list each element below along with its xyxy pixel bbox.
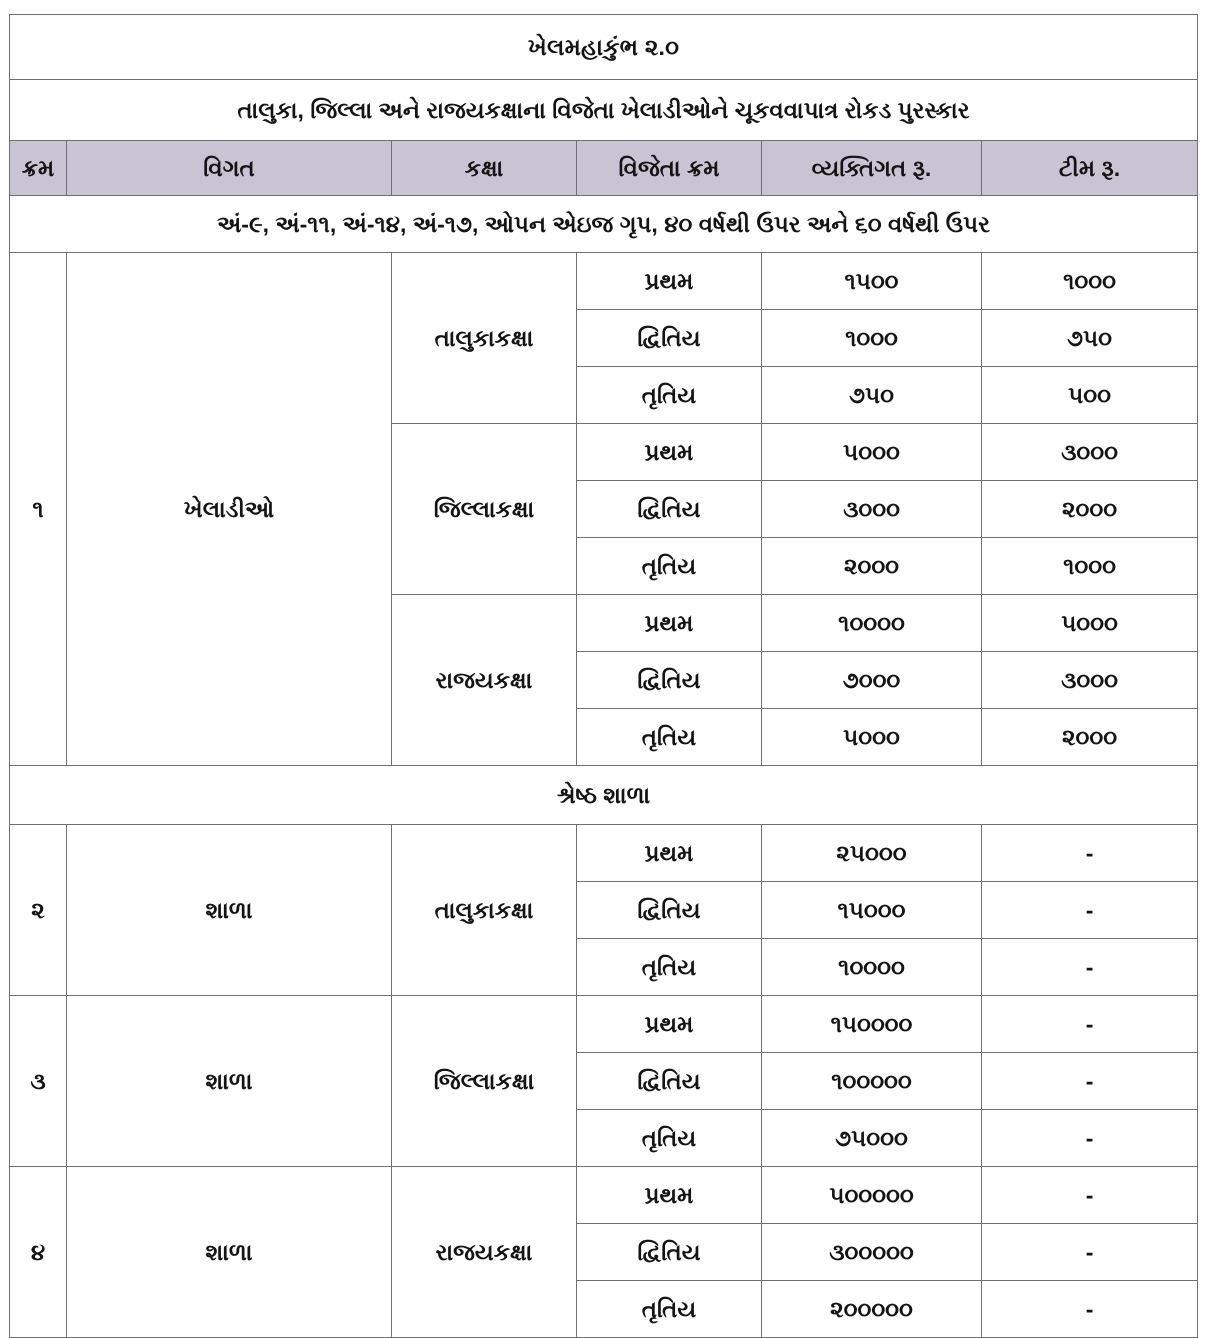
amount-individual: ૩૦૦૦૦૦ — [762, 1224, 982, 1281]
column-header-kaksha: કક્ષા — [392, 141, 577, 196]
amount-individual: ૫૦૦૦ — [762, 709, 982, 766]
table-row — [10, 1167, 1198, 1224]
amount-team: - — [982, 1224, 1198, 1281]
amount-individual: ૭૫૦ — [762, 367, 982, 424]
row-serial-players: ૧ — [10, 253, 67, 766]
amount-individual: ૫૦૦૦૦૦ — [762, 1167, 982, 1224]
amount-team: - — [982, 882, 1198, 939]
rank-label: પ્રથમ — [577, 424, 762, 481]
rank-label: પ્રથમ — [577, 595, 762, 652]
row-serial-school-district: ૩ — [10, 996, 67, 1167]
rank-label: દ્વિતિય — [577, 1053, 762, 1110]
rank-label: દ્વિતિય — [577, 481, 762, 538]
amount-team: ૧૦૦૦ — [982, 538, 1198, 595]
amount-team: ૫૦૦૦ — [982, 595, 1198, 652]
level-state-school: રાજયકક્ષા — [392, 1167, 577, 1338]
row-label-school-district: શાળા — [67, 996, 392, 1167]
amount-team: - — [982, 1053, 1198, 1110]
amount-team: ૧૦૦૦ — [982, 253, 1198, 310]
amount-individual: ૧૦૦૦૦ — [762, 939, 982, 996]
amount-team: ૩૦૦૦ — [982, 424, 1198, 481]
amount-individual: ૩૦૦૦ — [762, 481, 982, 538]
amount-individual: ૧૦૦૦ — [762, 310, 982, 367]
amount-team: ૨૦૦૦ — [982, 709, 1198, 766]
rank-label: તૃતિય — [577, 1110, 762, 1167]
level-taluka-school: તાલુકાકક્ષા — [392, 825, 577, 996]
column-header-krama: ક્રમ — [10, 141, 67, 196]
rank-label: તૃતિય — [577, 709, 762, 766]
column-header-vyaktigat: વ્યક્તિગત રૂ. — [762, 141, 982, 196]
column-header-vigat: વિગત — [67, 141, 392, 196]
rank-label: પ્રથમ — [577, 253, 762, 310]
level-district-players: જિલ્લાકક્ષા — [392, 424, 577, 595]
rank-label: તૃતિય — [577, 367, 762, 424]
amount-individual: ૧૫૦૦૦૦ — [762, 996, 982, 1053]
rank-label: પ્રથમ — [577, 1167, 762, 1224]
level-state-players: રાજયકક્ષા — [392, 595, 577, 766]
table-row — [10, 996, 1198, 1053]
rank-label: પ્રથમ — [577, 996, 762, 1053]
rank-label: દ્વિતિય — [577, 1224, 762, 1281]
rank-label: તૃતિય — [577, 538, 762, 595]
amount-individual: ૫૦૦૦ — [762, 424, 982, 481]
row-label-school-state: શાળા — [67, 1167, 392, 1338]
amount-team: - — [982, 825, 1198, 882]
row-label-players: ખેલાડીઓ — [67, 253, 392, 766]
amount-team: - — [982, 1167, 1198, 1224]
row-serial-school-state: ૪ — [10, 1167, 67, 1338]
amount-team: ૭૫૦ — [982, 310, 1198, 367]
amount-individual: ૨૦૦૦ — [762, 538, 982, 595]
column-header-row — [10, 141, 1198, 196]
amount-team: ૩૦૦૦ — [982, 652, 1198, 709]
amount-individual: ૧૫૦૦ — [762, 253, 982, 310]
amount-individual: ૧૦૦૦૦૦ — [762, 1053, 982, 1110]
level-district-school: જિલ્લાકક્ષા — [392, 996, 577, 1167]
table-row — [10, 253, 1198, 310]
amount-team: - — [982, 1281, 1198, 1338]
rank-label: તૃતિય — [577, 939, 762, 996]
document-subtitle: તાલુકા, જિલ્લા અને રાજયકક્ષાના વિજેતા ખેલાડીઓને ચૂકવવાપાત્ર રોકડ પુરસ્કાર — [10, 80, 1198, 141]
title-row — [10, 15, 1198, 80]
age-group-band-row — [10, 196, 1198, 253]
amount-team: - — [982, 1110, 1198, 1167]
table-body — [10, 15, 1198, 1338]
cash-award-table — [9, 14, 1198, 1338]
column-header-vijeta: વિજેતા ક્રમ — [577, 141, 762, 196]
amount-individual: ૧૦૦૦૦ — [762, 595, 982, 652]
table-row — [10, 825, 1198, 882]
subtitle-row — [10, 80, 1198, 141]
amount-individual: ૭૦૦૦ — [762, 652, 982, 709]
rank-label: દ્વિતિય — [577, 310, 762, 367]
rank-label: દ્વિતિય — [577, 882, 762, 939]
row-serial-school-taluka: ૨ — [10, 825, 67, 996]
document-title: ખેલમહાકુંભ ૨.૦ — [10, 15, 1198, 80]
amount-individual: ૭૫૦૦૦ — [762, 1110, 982, 1167]
column-header-team: ટીમ રૂ. — [982, 141, 1198, 196]
level-taluka-players: તાલુકાકક્ષા — [392, 253, 577, 424]
amount-individual: ૨૦૦૦૦૦ — [762, 1281, 982, 1338]
rank-label: તૃતિય — [577, 1281, 762, 1338]
rank-label: દ્વિતિય — [577, 652, 762, 709]
age-group-band: અં-૯, અં-૧૧, અં-૧૪, અં-૧૭, ઓપન એઇજ ગૃપ, ૪૦ વર્ષથી ઉપર અને ૬૦ વર્ષથી ઉપર — [10, 196, 1198, 253]
amount-team: ૫૦૦ — [982, 367, 1198, 424]
amount-individual: ૧૫૦૦૦ — [762, 882, 982, 939]
amount-team: - — [982, 939, 1198, 996]
best-school-band-row — [10, 766, 1198, 825]
amount-team: ૨૦૦૦ — [982, 481, 1198, 538]
amount-team: - — [982, 996, 1198, 1053]
rank-label: પ્રથમ — [577, 825, 762, 882]
amount-individual: ૨૫૦૦૦ — [762, 825, 982, 882]
row-label-school-taluka: શાળા — [67, 825, 392, 996]
best-school-band: શ્રેષ્ઠ શાળા — [10, 766, 1198, 825]
